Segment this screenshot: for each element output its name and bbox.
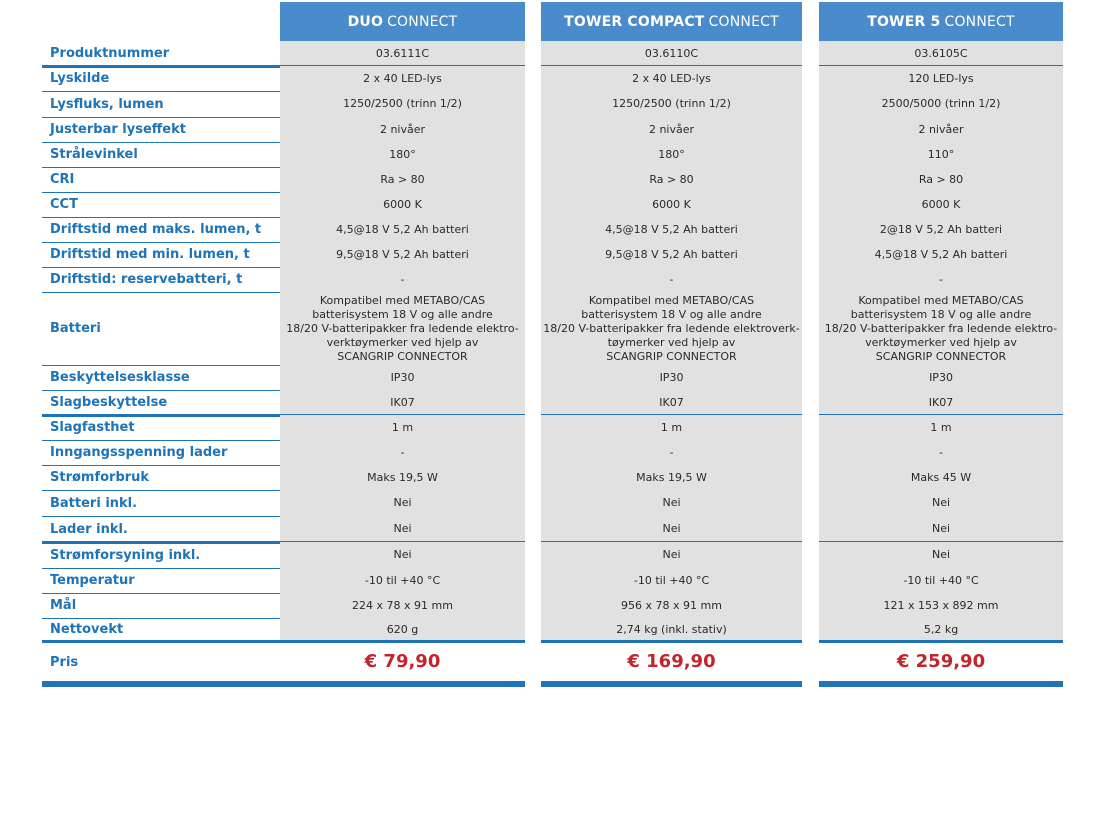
spec-row [42, 365, 1063, 390]
spec-row [42, 490, 1063, 516]
product-header [819, 2, 1063, 41]
spec-value: 03.6111C [280, 41, 525, 66]
bottom-rule-segment [280, 681, 525, 687]
spec-value: Nei [541, 542, 802, 568]
product-suffix: CONNECT [387, 13, 458, 30]
spec-value: 1 m [819, 415, 1063, 440]
product-name: TOWER COMPACT [564, 13, 705, 30]
spec-value: - [280, 267, 525, 292]
spec-row [42, 516, 1063, 542]
spec-value: 2,74 kg (inkl. stativ) [541, 618, 802, 641]
spec-value: 6000 K [541, 192, 802, 217]
spec-row [42, 267, 1063, 292]
product-name: DUO [347, 13, 384, 30]
spec-value: 2 nivåer [280, 117, 525, 142]
spec-value: 620 g [280, 618, 525, 641]
spec-label: Justerbar lyseffekt [50, 122, 186, 137]
spec-row [42, 167, 1063, 192]
spec-label: CRI [50, 172, 75, 187]
spec-value: Maks 19,5 W [280, 465, 525, 490]
spec-value: -10 til +40 °C [280, 568, 525, 593]
spec-value: Kompatibel med METABO/CAS batterisystem 18 V og alle andre 18/20 V-batteripakker fra ledende elektro- verktøymerker ved hjelp av SCANGRIP CONNECTOR [280, 292, 525, 365]
spec-value: 1250/2500 (trinn 1/2) [541, 91, 802, 117]
bottom-rule-segment [42, 681, 280, 687]
spec-row [42, 440, 1063, 465]
spec-value: IP30 [280, 365, 525, 390]
spec-value: -10 til +40 °C [541, 568, 802, 593]
spec-label: Mål [50, 598, 77, 613]
spec-value: -10 til +40 °C [819, 568, 1063, 593]
spec-value: Nei [280, 490, 525, 516]
bottom-rule-segment [819, 681, 1063, 687]
spec-value: 4,5@18 V 5,2 Ah batteri [541, 217, 802, 242]
spec-value: IK07 [819, 390, 1063, 415]
spec-value: - [819, 440, 1063, 465]
spec-value: 4,5@18 V 5,2 Ah batteri [280, 217, 525, 242]
product-suffix: CONNECT [944, 13, 1015, 30]
spec-row [42, 217, 1063, 242]
spec-value: Ra > 80 [819, 167, 1063, 192]
spec-value: IP30 [819, 365, 1063, 390]
spec-row [42, 242, 1063, 267]
spec-label: Driftstid: reservebatteri, t [50, 272, 243, 287]
product-name: TOWER 5 [867, 13, 941, 30]
product-header [541, 2, 802, 41]
spec-row [42, 542, 1063, 568]
spec-label: Batteri [50, 321, 101, 336]
spec-row [42, 41, 1063, 66]
price-row [42, 643, 1063, 681]
spec-value: Nei [819, 490, 1063, 516]
spec-label: Strømforsyning inkl. [50, 547, 201, 563]
spec-value: 9,5@18 V 5,2 Ah batteri [541, 242, 802, 267]
spec-label: Lyskilde [50, 71, 110, 86]
spec-label: Slagbeskyttelse [50, 395, 168, 410]
spec-value: 4,5@18 V 5,2 Ah batteri [819, 242, 1063, 267]
spec-value: Nei [280, 542, 525, 568]
spec-row [42, 618, 1063, 641]
spec-value: Maks 45 W [819, 465, 1063, 490]
spec-row [42, 415, 1063, 440]
spec-value: 956 x 78 x 91 mm [541, 593, 802, 618]
spec-value: IP30 [541, 365, 802, 390]
spec-value: 2@18 V 5,2 Ah batteri [819, 217, 1063, 242]
spec-value: Ra > 80 [541, 167, 802, 192]
spec-label: Lader inkl. [50, 521, 128, 537]
bottom-rule [42, 681, 1063, 687]
spec-value: 180° [541, 142, 802, 167]
spec-label: Driftstid med min. lumen, t [50, 247, 250, 262]
spec-value: 121 x 153 x 892 mm [819, 593, 1063, 618]
header-row [42, 2, 1063, 41]
spec-row [42, 117, 1063, 142]
price-value: € 79,90 [280, 643, 525, 681]
spec-value: Maks 19,5 W [541, 465, 802, 490]
spec-table [42, 2, 1063, 687]
spec-label: Strålevinkel [50, 147, 138, 162]
spec-value: 120 LED-lys [819, 66, 1063, 91]
price-value: € 259,90 [819, 643, 1063, 681]
spec-value: Nei [280, 516, 525, 542]
spec-value: Nei [819, 542, 1063, 568]
spec-value: Ra > 80 [280, 167, 525, 192]
spec-value: IK07 [280, 390, 525, 415]
spec-row [42, 593, 1063, 618]
spec-value: 6000 K [280, 192, 525, 217]
spec-label: Lysfluks, lumen [50, 96, 164, 112]
spec-value: 03.6110C [541, 41, 802, 66]
spec-label: Beskyttelsesklasse [50, 370, 190, 385]
spec-label: Inngangsspenning lader [50, 445, 228, 460]
spec-row [42, 568, 1063, 593]
product-suffix: CONNECT [708, 13, 779, 30]
spec-value: Nei [819, 516, 1063, 542]
spec-value: 1 m [280, 415, 525, 440]
spec-label: Driftstid med maks. lumen, t [50, 222, 262, 237]
spec-value: - [819, 267, 1063, 292]
spec-value: 1 m [541, 415, 802, 440]
spec-label: Batteri inkl. [50, 495, 138, 511]
spec-label: CCT [50, 197, 78, 212]
spec-value: - [541, 440, 802, 465]
spec-label: Produktnummer [50, 46, 170, 61]
spec-value: - [541, 267, 802, 292]
spec-value: 5,2 kg [819, 618, 1063, 641]
spec-label: Nettovekt [50, 622, 124, 637]
price-value: € 169,90 [541, 643, 802, 681]
spec-value: 224 x 78 x 91 mm [280, 593, 525, 618]
spec-value: - [280, 440, 525, 465]
spec-row [42, 292, 1063, 365]
spec-row [42, 390, 1063, 415]
spec-value: Kompatibel med METABO/CAS batterisystem 18 V og alle andre 18/20 V-batteripakker fra ledende elektroverk- tøymerker ved hjelp av SCANGRIP CONNECTOR [541, 292, 802, 365]
spec-value: 6000 K [819, 192, 1063, 217]
spec-row [42, 91, 1063, 117]
spec-value: 9,5@18 V 5,2 Ah batteri [280, 242, 525, 267]
spec-value: 2 x 40 LED-lys [280, 66, 525, 91]
spec-value: 2 x 40 LED-lys [541, 66, 802, 91]
spec-value: 03.6105C [819, 41, 1063, 66]
spec-value: Nei [541, 490, 802, 516]
spec-row [42, 465, 1063, 490]
product-header [280, 2, 525, 41]
spec-row [42, 192, 1063, 217]
spec-row [42, 142, 1063, 167]
spec-row [42, 66, 1063, 91]
spec-value: 2 nivåer [819, 117, 1063, 142]
spec-value: 110° [819, 142, 1063, 167]
bottom-rule-segment [541, 681, 802, 687]
spec-value: 2500/5000 (trinn 1/2) [819, 91, 1063, 117]
spec-value: 180° [280, 142, 525, 167]
spec-value: Kompatibel med METABO/CAS batterisystem 18 V og alle andre 18/20 V-batteripakker fra ledende elektro- verktøymerker ved hjelp av SCANGRIP CONNECTOR [819, 292, 1063, 365]
spec-label: Strømforbruk [50, 470, 150, 485]
spec-value: 1250/2500 (trinn 1/2) [280, 91, 525, 117]
spec-label: Temperatur [50, 573, 135, 588]
price-label: Pris [50, 654, 79, 670]
spec-value: Nei [541, 516, 802, 542]
spec-value: IK07 [541, 390, 802, 415]
spec-label: Slagfasthet [50, 420, 135, 435]
spec-value: 2 nivåer [541, 117, 802, 142]
